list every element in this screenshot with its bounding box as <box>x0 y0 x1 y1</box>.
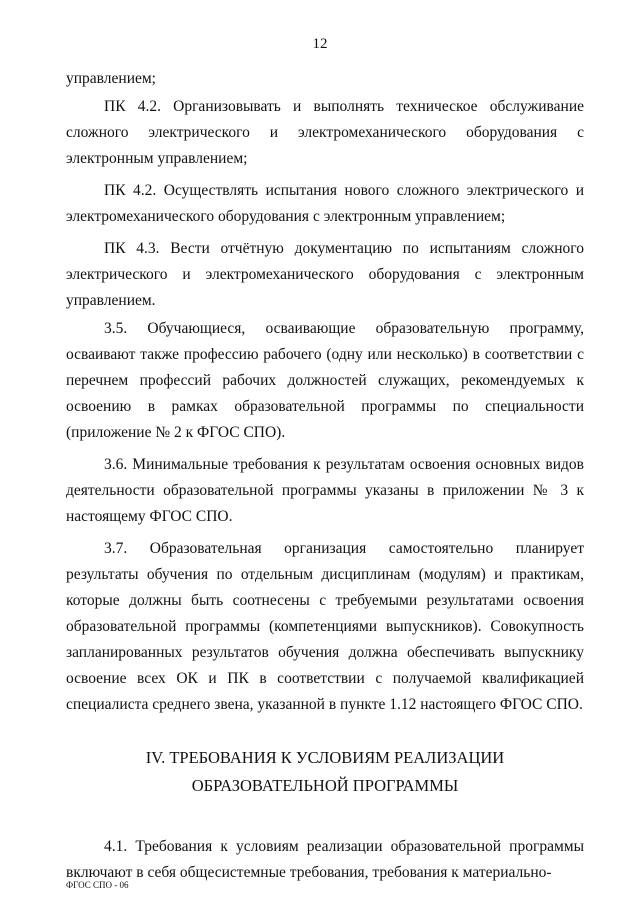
footer-label: ФГОС СПО - 06 <box>66 880 129 890</box>
paragraph-3-5: 3.5. Обучающиеся, осваивающие образовательную программу, осваивают также профессию рабочего (одну или несколько) в соответствии с перечнем профессий рабочих должностей служащих, рекомендуемых к освоению в рамках образовательной программы по специальности (приложение № 2 к ФГОС СПО). <box>66 320 584 441</box>
paragraph-3-7: 3.7. Образовательная организация самостоятельно планирует результаты обучения по отдельным дисциплинам (модулям) и практикам, которые должны быть соотнесены с требуемыми результатами освоения образовательной программы (компетенциями выпускников). Совокупность запланированных результатов обучения должна обеспечивать выпускнику освоение всех ОК и ПК в соответствии с получаемой квалификацией специалиста среднего звена, указанной в пункте 1.12 настоящего ФГОС СПО. <box>66 540 584 713</box>
page-number: 12 <box>312 36 328 52</box>
paragraph-pk-4-3-documentation: ПК 4.3. Вести отчётную документацию по испытаниям сложного электрического и электромеханического оборудования с электронным управлением. <box>66 240 584 309</box>
section-heading-line1: IV. ТРЕБОВАНИЯ К УСЛОВИЯМ РЕАЛИЗАЦИИ <box>145 748 505 767</box>
paragraph-continuation: управлением; <box>66 70 156 87</box>
paragraph-pk-4-2-testing: ПК 4.2. Осуществлять испытания нового сложного электрического и электромеханического оборудования с электронным управлением; <box>66 182 584 225</box>
section-heading <box>66 744 584 800</box>
section-heading-line2: ОБРАЗОВАТЕЛЬНОЙ ПРОГРАММЫ <box>191 776 459 795</box>
document-body <box>66 66 584 886</box>
paragraph-4-1: 4.1. Требования к условиям реализации образовательной программы включают в себя общесистемные требования, требования к материально- <box>66 838 584 881</box>
paragraph-3-6: 3.6. Минимальные требования к результатам освоения основных видов деятельности образовательной программы указаны в приложении № 3 к настоящему ФГОС СПО. <box>66 456 584 525</box>
paragraph-pk-4-2-maintenance: ПК 4.2. Организовывать и выполнять техническое обслуживание сложного электрического и электромеханического оборудования с электронным управлением; <box>66 98 584 167</box>
